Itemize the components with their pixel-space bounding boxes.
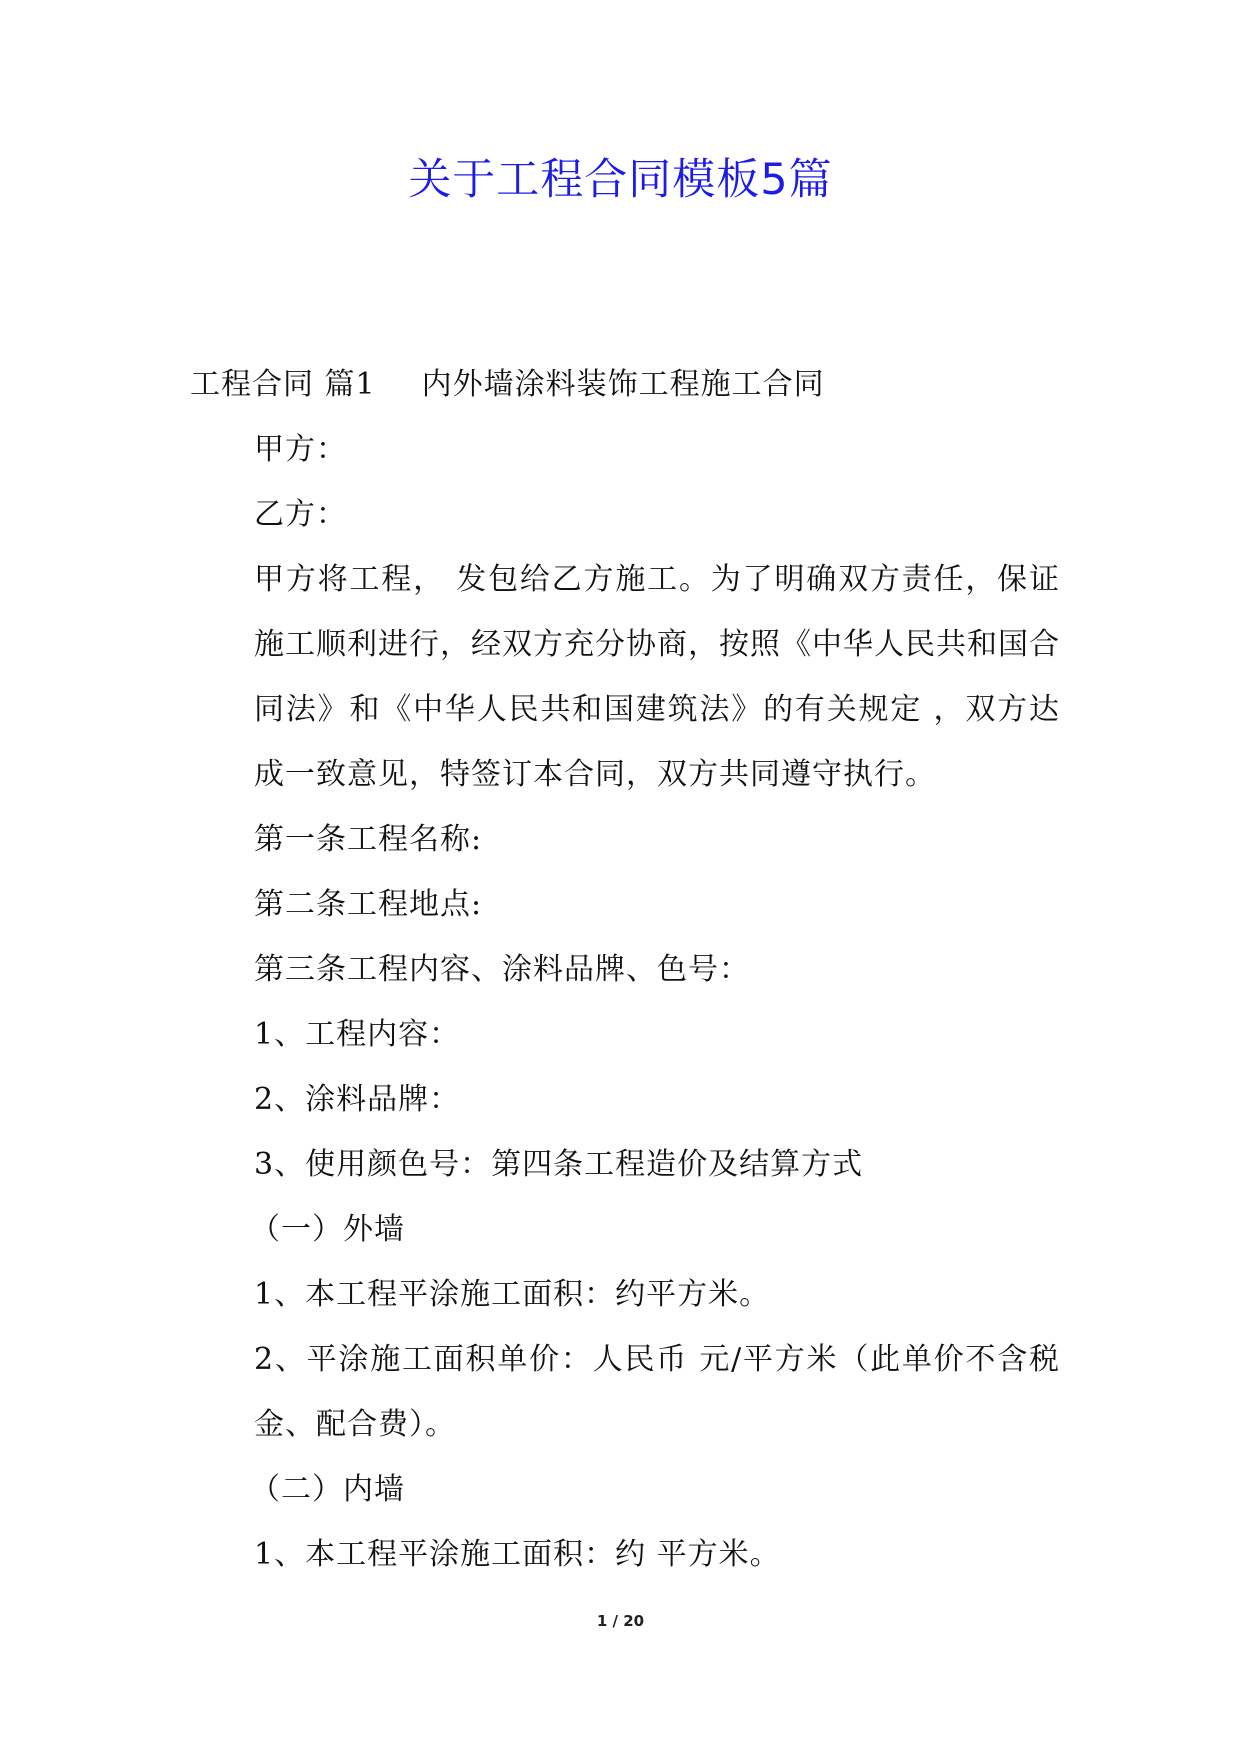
- interior-item-area: 1、本工程平涂施工面积：约 平方米。: [254, 1537, 781, 1572]
- exterior-item-area: 1、本工程平涂施工面积：约平方米。: [254, 1277, 771, 1312]
- intro-paragraph: 甲方将工程， 发包给乙方施工。为了明确双方责任，保证施工顺利进行，经双方充分协商，按照《中华人民共和国合同法》和《中华人民共和国建筑法》的有关规定 ，双方达成一致意见，特签订本合同，双方共同遵守执行。: [254, 562, 1060, 792]
- article-2: 第二条工程地点:: [254, 887, 483, 922]
- party-a-line: 甲方：: [254, 432, 347, 467]
- interior-wall-heading: （二）内墙: [250, 1472, 405, 1507]
- contract-title: 内外墙涂料装饰工程施工合同: [421, 367, 825, 402]
- document-body: [190, 352, 1060, 1587]
- article-1: 第一条工程名称:: [254, 822, 483, 857]
- heading-line: [190, 352, 1060, 417]
- section-heading: 工程合同 篇1: [190, 367, 376, 402]
- article-3: 第三条工程内容、涂料品牌、色号：: [254, 952, 750, 987]
- item-paint-brand: 2、涂料品牌：: [254, 1082, 461, 1117]
- item-color-number: 3、使用颜色号：第四条工程造价及结算方式: [254, 1147, 864, 1182]
- exterior-item-unit-price: 2、平涂施工面积单价：人民币 元/平方米（此单价不含税金、配合费）。: [254, 1342, 1060, 1442]
- exterior-wall-heading: （一）外墙: [250, 1212, 405, 1247]
- item-work-content: 1、工程内容：: [254, 1017, 461, 1052]
- party-b-line: 乙方：: [254, 497, 347, 532]
- page-number: 1 / 20: [596, 1612, 645, 1630]
- document-title: 关于工程合同模板5篇: [408, 155, 833, 205]
